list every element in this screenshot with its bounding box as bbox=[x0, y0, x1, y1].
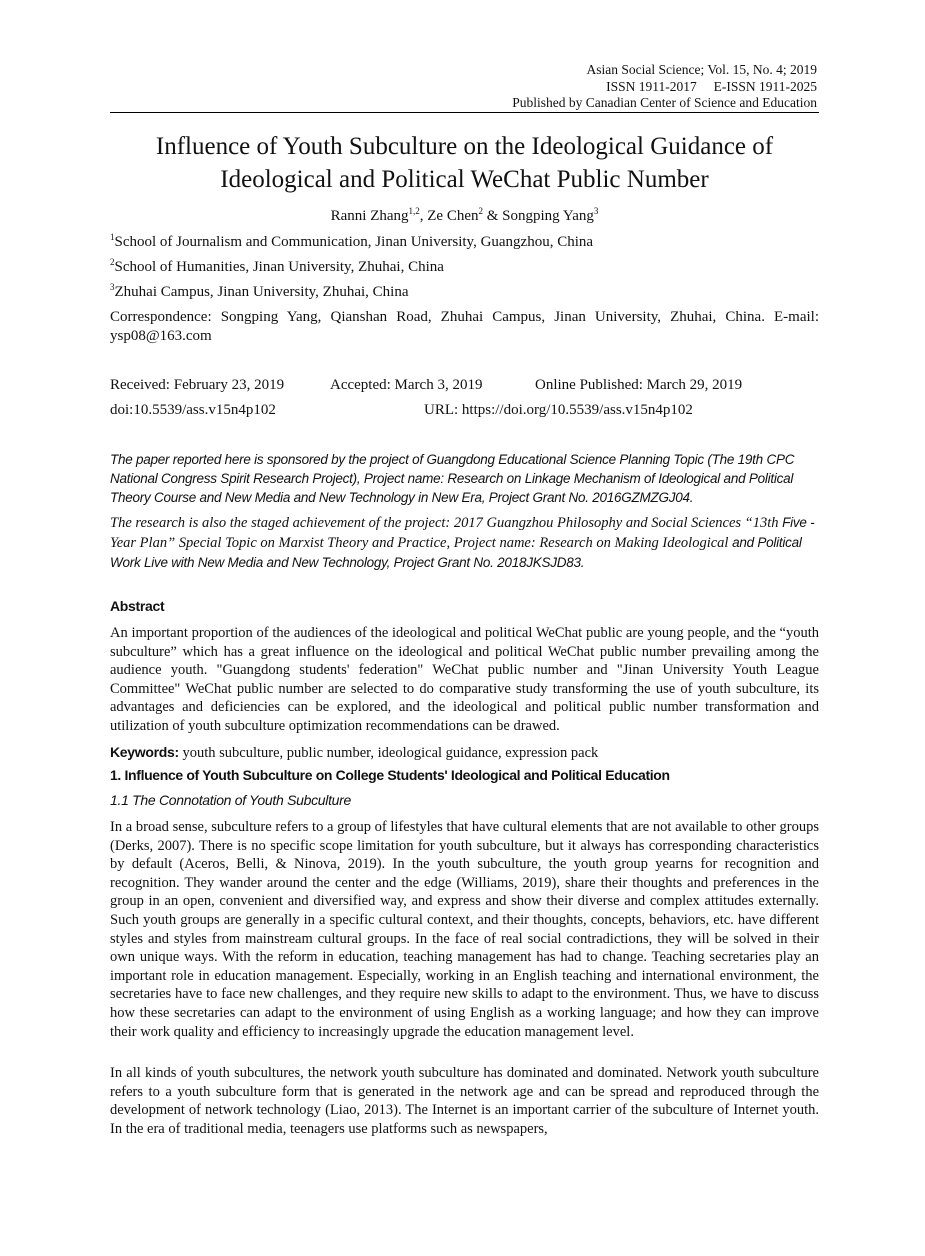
journal-issn: ISSN 1911-2017 E-ISSN 1911-2025 bbox=[606, 78, 817, 94]
keywords bbox=[110, 743, 819, 763]
abstract-text bbox=[110, 624, 819, 736]
correspondence: Correspondence: Songping Yang, Qianshan Road, Zhuhai Campus, Jinan University, Zhuhai, China. E-mail: ysp08@163.com bbox=[110, 309, 819, 344]
doi-url-link[interactable]: URL: https://doi.org/10.5539/ass.v15n4p102 bbox=[424, 402, 693, 418]
author-affiliation-mark: 2 bbox=[478, 206, 483, 216]
affiliation bbox=[110, 283, 819, 301]
section-heading: 1. Influence of Youth Subculture on College Students' Ideological and Political Education bbox=[110, 767, 670, 783]
affiliation-text: School of Humanities, Jinan University, Zhuhai, China bbox=[114, 259, 444, 275]
staged-note-part: Five - bbox=[782, 515, 815, 530]
sponsor-note: The paper reported here is sponsored by the project of Guangdong Educational Science Planning Topic (The 19th CPC National Congress Spirit Research Project), Project name: Research on Linkage Mechanism of Ideological and Political Theory Course and New Media and New Technology in New Era, Project Grant No. 2016GZMZGJ04. bbox=[110, 452, 795, 505]
body-paragraph bbox=[110, 818, 819, 1041]
affiliation bbox=[110, 233, 819, 251]
author-affiliation-mark: 1,2 bbox=[408, 206, 420, 216]
staged-note-part: and Political Work Live with New Media and New Technology, Project Grant No. 2018JKSJD83. bbox=[110, 535, 802, 570]
author-affiliation-mark: 3 bbox=[593, 206, 599, 216]
affiliation-number: 3 bbox=[110, 282, 115, 292]
affiliation bbox=[110, 258, 819, 276]
abstract-heading: Abstract bbox=[110, 598, 165, 614]
affiliation-text: Zhuhai Campus, Jinan University, Zhuhai, China bbox=[114, 284, 409, 300]
accepted-date: Accepted: March 3, 2019 bbox=[330, 377, 483, 393]
body-paragraph-text: In a broad sense, subculture refers to a group of lifestyles that have cultural elements that are not available to other groups (Derks, 2007). There is no specific scope limitation for youth subculture, but it always has corresponding characteristics by default (Aceros, Belli, & Ninova, 2019). In the youth subculture, the youth group yearns for recognition and recognition. They wander around the center and the edge (Williams, 2019), share their thoughts and preferences in the group in an open, convenient and diversified way, and express and show their diverse and complex attitudes externally. Such youth groups are generally in a specific cultural context, and their thoughts, concepts, behaviors, etc. have different styles and styles from mainstream cultural groups. In the face of real social contradictions, they will be solved in their own unique ways. With the reform in education, teaching management has had to change. Teaching secretaries play an important role in education management. Especially, working in an English teaching and international environment, the secretaries have to face new challenges, and they require new skills to adapt to the environment. Thus, we have to discuss how these secretaries can adapt to the environment of using English as a working language; and how they can improve their work quality and efficiency to increasingly upgrade the education management level. bbox=[110, 819, 819, 1040]
staged-note-part: The research is also the staged achievement of the project: 2017 Guangzhou Philosophy and Social Sciences “13th bbox=[110, 515, 783, 531]
abstract-paragraph: An important proportion of the audiences of the ideological and political WeChat public are young people, and the “youth subculture” which has a great influence on the ideological and political WeChat public number prevailing among the audience youth. "Guangdong students' federation" WeChat public number and "Jinan University Youth League Committee" WeChat public number are selected to do comparative study transforming the use of youth subculture, its advantages and deficiencies can be explored, and the ideological and political public number transformation and utilization of youth subculture optimization recommendations can be drawed. bbox=[110, 625, 819, 734]
author-name: Ze Chen bbox=[427, 208, 479, 224]
journal-header bbox=[512, 62, 817, 112]
received-date: Received: February 23, 2019 bbox=[110, 377, 285, 393]
author-name: Songping Yang bbox=[502, 208, 594, 224]
author-separator: , bbox=[419, 208, 428, 224]
staged-achievement-note bbox=[110, 513, 819, 573]
paper-title bbox=[110, 130, 819, 196]
author-name: Ranni Zhang bbox=[330, 208, 409, 224]
keywords-label: Keywords: bbox=[110, 744, 179, 760]
doi-link[interactable]: doi:10.5539/ass.v15n4p102 bbox=[110, 402, 276, 418]
title-line-1: Influence of Youth Subculture on the Ideological Guidance of bbox=[155, 133, 774, 160]
affiliation-number: 1 bbox=[110, 232, 115, 242]
subsection-heading: 1.1 The Connotation of Youth Subculture bbox=[110, 792, 352, 808]
affiliation-text: School of Journalism and Communication, Jinan University, Guangzhou, China bbox=[114, 234, 594, 250]
online-published-date: Online Published: March 29, 2019 bbox=[535, 377, 743, 393]
journal-publisher: Published by Canadian Center of Science and Education bbox=[512, 95, 817, 110]
header-divider bbox=[110, 112, 819, 113]
author-separator: & bbox=[483, 208, 503, 224]
body-paragraph-text: In all kinds of youth subcultures, the network youth subculture has dominated and dominated. Network youth subculture refers to a youth subculture form that is generated in the network age and can be spread and reproduced through the development of network technology (Liao, 2013). The Internet is an important carrier of the subculture of Internet youth. In the era of traditional media, teenagers use platforms such as newspapers, bbox=[110, 1065, 819, 1137]
journal-citation: Asian Social Science; Vol. 15, No. 4; 2019 bbox=[586, 62, 817, 77]
author-list bbox=[110, 207, 819, 225]
body-paragraph bbox=[110, 1064, 819, 1138]
title-line-2: Ideological and Political WeChat Public Number bbox=[220, 166, 709, 193]
keywords-text: youth subculture, public number, ideological guidance, expression pack bbox=[178, 745, 599, 761]
staged-note-part: Year Plan” Special Topic on Marxist Theory and Practice, Project name: Research on Making Ideological bbox=[110, 535, 733, 551]
affiliation-number: 2 bbox=[110, 257, 115, 267]
